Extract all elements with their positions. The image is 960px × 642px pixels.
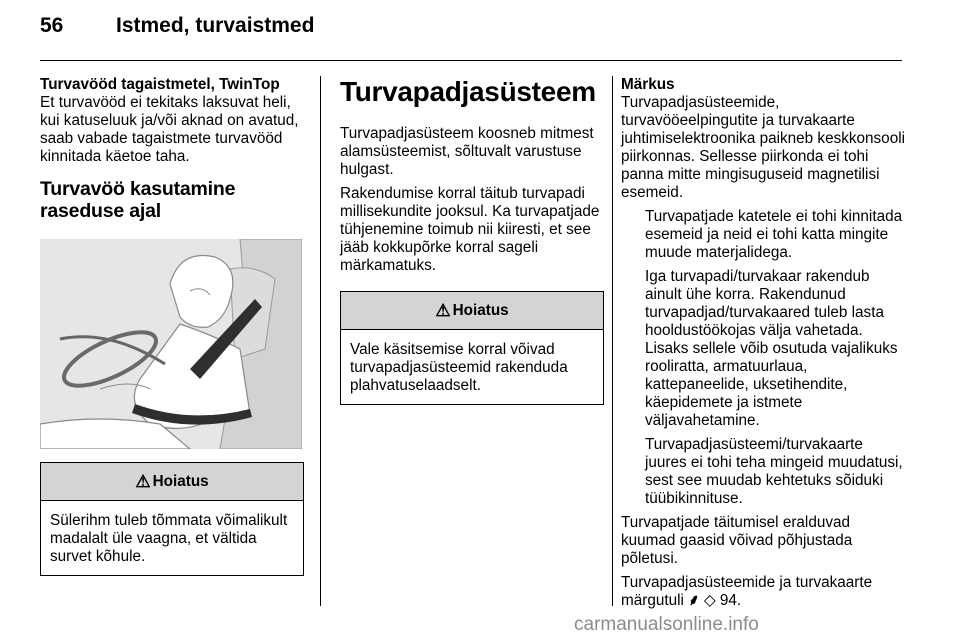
page-header — [40, 14, 314, 38]
warning-header — [41, 463, 303, 501]
warning-body: Vale käsitsemise korral võivad turvapadjasüsteemid rakenduda plahvatuselaadselt. — [350, 341, 568, 394]
note-title: Märkus — [621, 76, 675, 93]
note-paragraph-4: Turvapadjasüsteemi/turvakaarte juures ei tohi teha mingeid muudatusi, sest see muudab kehtetuks sõiduki tüübikinnituse. — [645, 436, 903, 507]
note-paragraph-1: Turvapadjasüsteemide, turvavööeelpingutite ja turvakaarte juhtimiselektroonika paikneb keskkonsooli piirkonnas. Sellesse piirkonda ei tohi panna mitte mingisuguseid magnetilisi esemeid. — [621, 94, 905, 201]
warning-header — [341, 292, 603, 330]
column-divider-1 — [320, 76, 321, 606]
section-heading-pregnancy: Turvavöö kasutamine raseduse ajal — [40, 178, 236, 222]
warning-triangle-icon: ⚠ — [435, 300, 451, 320]
warning-box-airbag — [340, 291, 604, 405]
warning-title: Hoiatus — [452, 301, 509, 319]
twintop-text: Et turvavööd ei tekitaks laksuvat heli, kui katuseluuk ja/või aknad on avatud, saab vabade tagaistmete turvavööd kinnitada käetoe taha. — [40, 94, 299, 165]
page-reference-number[interactable]: 94. — [719, 592, 742, 609]
header-rule — [40, 60, 902, 61]
warning-title: Hoiatus — [152, 472, 209, 490]
column-2 — [340, 76, 604, 405]
airbag-paragraph-1: Turvapadjasüsteem koosneb mitmest alamsüsteemist, sõltuvalt varustuse hulgast. — [340, 125, 594, 178]
watermark: carmanualsonline.info — [574, 614, 759, 635]
warning-body: Sülerihm tuleb tõmmata võimalikult madalalt üle vaagna, et vältida survet kõhule. — [50, 512, 288, 565]
airbag-paragraph-2: Rakendumise korral täitub turvapadi millisekundite jooksul. Ka turvapatjade tühjenemine toimub nii kiiresti, et see jääb kokkupõrke korral sageli märkamatuks. — [340, 185, 600, 274]
pregnant-driver-drawing — [40, 239, 302, 449]
page-number: 56 — [40, 14, 64, 37]
column-3 — [621, 76, 905, 616]
airbag-warning-icon: ⸙ — [688, 592, 700, 609]
pregnant-driver-illustration — [40, 239, 302, 449]
page-title: Istmed, turvaistmed — [116, 14, 315, 37]
note-paragraph-2: Turvapatjade katetele ei tohi kinnitada esemeid ja neid ei tohi katta mingite muude materjalidega. — [645, 208, 903, 261]
column-1 — [40, 76, 304, 576]
indicator-paragraph: Turvapadjasüsteemide ja turvakaarte märgutuli ⸙ ◇ 94. — [621, 574, 873, 609]
page-reference-icon: ◇ — [703, 592, 716, 609]
airbag-title: Turvapadjasüsteem — [340, 76, 596, 107]
burn-warning-paragraph: Turvapatjade täitumisel eralduvad kuumad gaasid võivad põhjustada põletusi. — [621, 514, 853, 567]
note-paragraph-3: Iga turvapadi/turvakaar rakendub ainult ühe korra. Rakendunud turvapadjad/turvakaared tuleb lasta hooldustöökojas välja vahetada. Lisaks sellele võib osutuda vajalikuks rooliratta, armatuurlaua, kattepaneelide, uksetihendite, käepidemete ja istmete väljavahetamine. — [645, 268, 898, 429]
warning-box-pregnancy — [40, 462, 304, 576]
column-divider-2 — [612, 76, 613, 606]
section-subheading: Turvavööd tagaistmetel, TwinTop — [40, 76, 280, 93]
warning-triangle-icon: ⚠ — [135, 471, 151, 491]
